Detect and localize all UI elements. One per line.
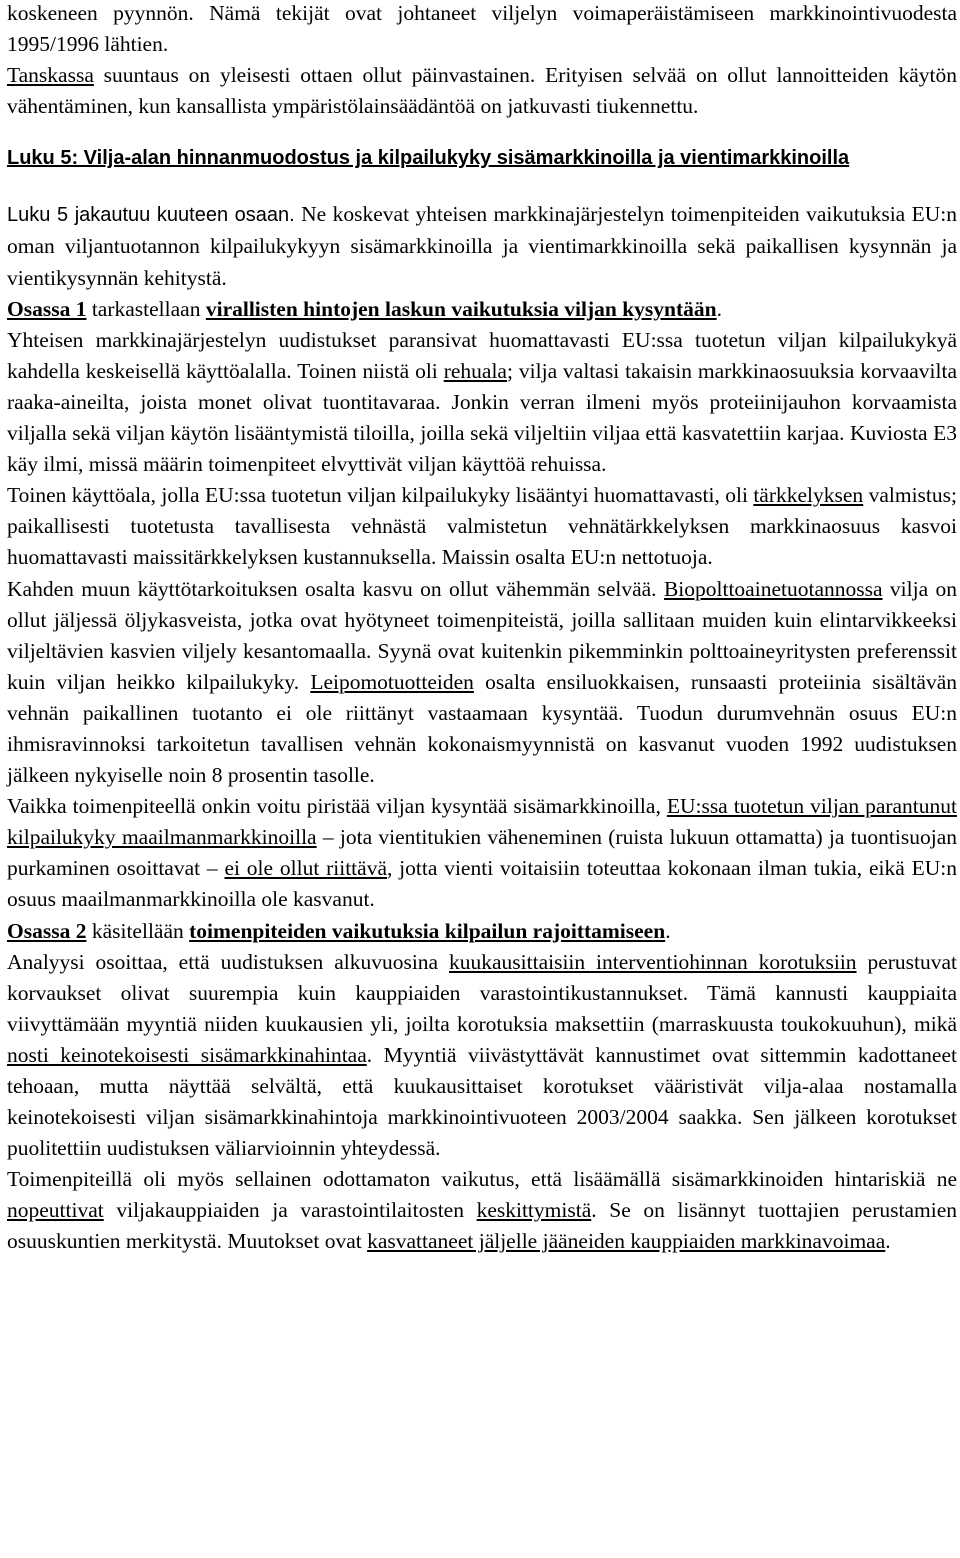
world-underlined: EU:ssa tuotetun viljan parantunut kilpailukyky maailmanmarkkinoilla: [7, 794, 958, 850]
part1-end: .: [716, 296, 722, 321]
risk-text-a: Toimenpiteillä oli myös sellainen odottamaton vaikutus, että lisäämällä sisämarkkinoiden hintariskiä ne: [7, 1167, 957, 1192]
risk-paragraph: [7, 1164, 957, 1257]
feed-text-b: ; vilja valtasi takaisin markkinaosuuksia korvaavilta raaka-aineilta, joista monet olivat tuontitavaraa. Jonkin verran ilmeni myös proteiinijauhon korvaamista viljalla sekä viljan käytön lisääntymistä tiloilla, joilla sekä viljeltiin viljaa että kasvatettiin karjaa. Kuviosta E3 käy ilmi, missä määrin toimenpiteet elvyttivät viljan käyttöä rehuissa.: [7, 358, 957, 477]
increments-text-b: perustuvat korvaukset olivat suurempia kuin kauppiaiden varastointikustannukset. Tämä kannusti kauppiaita viivyttämään myyntiä niiden kuukausien yli, joilta korotuksia maksettiin (marraskuusta toukokuuhun), mikä: [7, 949, 957, 1036]
intro-line-2: suuntaus on yleisesti ottaen ollut päinvastainen. Erityisen selvää on ollut lannoitteiden käytön vähentäminen, kun kansallista ympäristölainsäädäntöä on jatkuvasti tiukennettu.: [7, 63, 957, 119]
document-page: [7, 0, 957, 1258]
world-market-paragraph: [7, 791, 957, 915]
biofuel-underlined: Biopolttoainetuotannossa: [663, 576, 883, 601]
not-enough-underlined: ei ole ollut riittävä: [224, 856, 387, 881]
part2-end: .: [665, 918, 671, 943]
increments-text-a: Analyysi osoittaa, että uudistuksen alkuvuosina: [7, 949, 449, 974]
denmark-underlined: Tanskassa: [7, 63, 94, 88]
starch-text-b: valmistus; paikallisesti tuotetusta tavallisesta vehnästä valmistetun vehnätärkkelyksen markkinaosuus kasvoi huomattavasti maissitärkkelyksen kustannuksella. Maissin osalta EU:n nettotuoja.: [7, 483, 957, 570]
feed-underlined: rehuala: [443, 358, 507, 383]
starch-paragraph: [7, 480, 957, 573]
feed-text-a: Yhteisen markkinajärjestelyn uudistukset paransivat huomattavasti EU:ssa tuotetun viljan kilpailukykyä kahdella keskeisellä käyttöalalla. Toinen niistä oli: [7, 327, 957, 383]
part1-label: Osassa 1: [7, 296, 87, 321]
artificial-underlined: nosti keinotekoisesti sisämarkkinahintaa: [7, 1042, 367, 1067]
chapter-heading: Luku 5: Vilja-alan hinnanmuodostus ja kilpailukyky sisämarkkinoilla ja vientimarkkinoilla: [7, 147, 850, 170]
starch-text-a: Toinen käyttöala, jolla EU:ssa tuotetun viljan kilpailukyky lisääntyi huomattavasti, oli: [7, 483, 754, 508]
other-uses-paragraph: [7, 574, 957, 792]
world-text-c: , jotta vienti voitaisiin toteuttaa kokonaan ilman tukia, eikä EU:n osuus maailmanmarkkinoilla ole kasvanut.: [7, 856, 957, 912]
concentration-underlined: keskittymistä: [476, 1198, 592, 1223]
feed-paragraph: [7, 325, 957, 480]
increments-text-c: . Myyntiä viivästyttävät kannustimet ovat sittemmin kadottaneet tehoaan, mutta näyttää selvältä, että kuukausittaiset korotukset vääristivät vilja-alaa nostamalla keinotekoisesti viljan sisämarkkinahintoja markkinointivuoteen 2003/2004 saakka. Sen jälkeen korotukset puolitettiin uudistuksen väliarvioinnin yhteydessä.: [7, 1042, 957, 1161]
part1-paragraph: [7, 294, 957, 325]
starch-underlined: tärkkelyksen: [753, 483, 864, 508]
other-text-b: vilja on ollut jäljessä öljykasveista, jotka ovat hyötyneet toimenpiteistä, joilla sallitaan muiden kuin elintarvikkeeksi viljeltävien kasvien viljely kesantomaalla. Syynä ovat kuitenkin pikemminkin polttoaineyritysten preferenssit kuin viljan heikko kilpailukyky.: [7, 576, 957, 694]
world-text-a: Vaikka toimenpiteellä onkin voitu piristää viljan kysyntää sisämarkkinoilla,: [7, 794, 667, 819]
chapter-intro-start: Luku 5 jakautuu kuuteen osaan.: [7, 204, 295, 227]
intro-line-1: koskeneen pyynnön. Nämä tekijät ovat johtaneet viljelyn voimaperäistämiseen markkinointivuodesta 1995/1996 lähtien.: [7, 1, 957, 57]
part1-topic: virallisten hintojen laskun vaikutuksia viljan kysyntään: [205, 296, 717, 321]
part2-paragraph: [7, 916, 957, 947]
part2-text: käsitellään: [86, 918, 190, 943]
other-text-a: Kahden muun käyttötarkoituksen osalta kasvu on ollut vähemmän selvää.: [7, 576, 664, 601]
risk-text-b: viljakauppiaiden ja varastointilaitosten: [103, 1198, 477, 1223]
other-text-c: osalta ensiluokkaisen, runsaasti proteiinia sisältävän vehnän paikallinen tuotanto ei ole riittänyt vastaamaan kysyntää. Tuodun durumvehnän osuus EU:n ihmisravinnoksi tarkoitetun tavallisen vehnän kokonaismyynnistä on kasvanut vuoden 1992 uudistuksen jälkeen nykyiselle noin 8 prosentin tasolle.: [7, 669, 957, 788]
bakery-underlined: Leipomotuotteiden: [310, 669, 474, 694]
chapter-intro-rest: Ne koskevat yhteisen markkinajärjestelyn toimenpiteiden vaikutuksia EU:n oman viljantuotannon kilpailukykyyn sisämarkkinoilla ja vientimarkkinoilla sekä paikallisen kysynnän ja vientikysynnän kehitystä.: [7, 202, 958, 290]
part1-text: tarkastellaan: [86, 296, 206, 321]
part2-label: Osassa 2: [7, 918, 87, 943]
risk-text-c: . Se on lisännyt tuottajien perustamien osuuskuntien merkitystä. Muutokset ovat: [7, 1198, 958, 1254]
increments-underlined: kuukausittaisiin interventiohinnan korotuksiin: [449, 949, 857, 974]
spacer: [7, 122, 957, 143]
chapter-intro-paragraph: [7, 199, 957, 293]
part2-topic: toimenpiteiden vaikutuksia kilpailun rajoittamiseen: [189, 918, 666, 943]
spacer: [7, 174, 957, 199]
risk-text-d: .: [885, 1229, 891, 1254]
increments-paragraph: [7, 947, 957, 1165]
accelerated-underlined: nopeuttivat: [7, 1198, 104, 1223]
world-text-b: – jota vientitukien väheneminen (ruista lukuun ottamatta) ja tuontisuojan purkaminen osoittavat –: [7, 825, 957, 881]
increased-underlined: kasvattaneet jäljelle jääneiden kauppiaiden markkinavoimaa: [367, 1229, 886, 1254]
intro-paragraph: [7, 0, 957, 122]
